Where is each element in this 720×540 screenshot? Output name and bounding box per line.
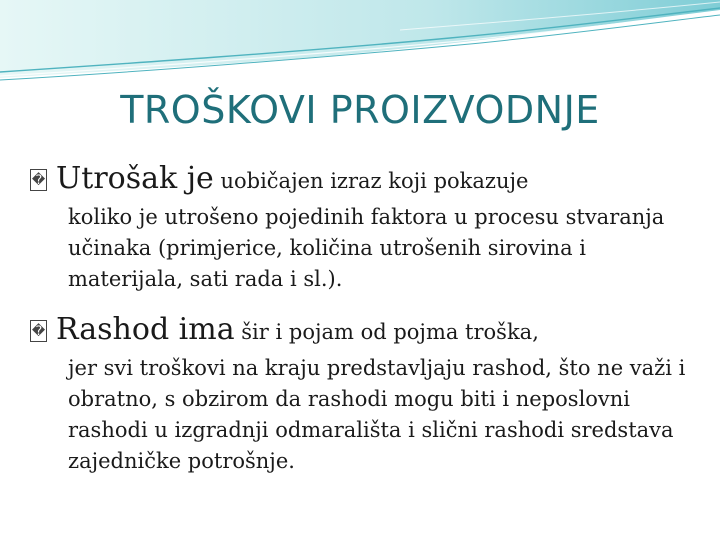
bullet-item <box>30 160 690 295</box>
bullet-lead-text: Utrošak je <box>56 161 214 196</box>
bullet-marker-icon: � <box>30 169 47 191</box>
bullet-lead-text: Rashod ima <box>56 312 235 347</box>
bullet-rest-text: šir i pojam od pojma troška, <box>234 320 539 344</box>
bullet-first-line <box>56 160 690 202</box>
bullet-marker-icon: � <box>30 320 47 342</box>
slide-title: TROŠKOVI PROIZVODNJE <box>120 88 600 132</box>
bullet-continuation-text: jer svi troškovi na kraju predstavljaju rashod, što ne važi i obratno, s obzirom da rashodi mogu biti i neposlovni rashodi u izgradnji odmarališta i slični rashodi sredstava zajedničke potrošnje. <box>68 356 686 473</box>
slide-body <box>30 160 690 493</box>
bullet-first-line <box>56 311 690 353</box>
bullet-rest-text: uobičajen izraz koji pokazuje <box>213 169 529 193</box>
header-wave-decoration <box>0 0 720 90</box>
bullet-continuation-text: koliko je utrošeno pojedinih faktora u procesu stvaranja učinaka (primjerice, količina utrošenih sirovina i materijala, sati rada i sl.). <box>68 205 665 291</box>
bullet-item <box>30 311 690 477</box>
